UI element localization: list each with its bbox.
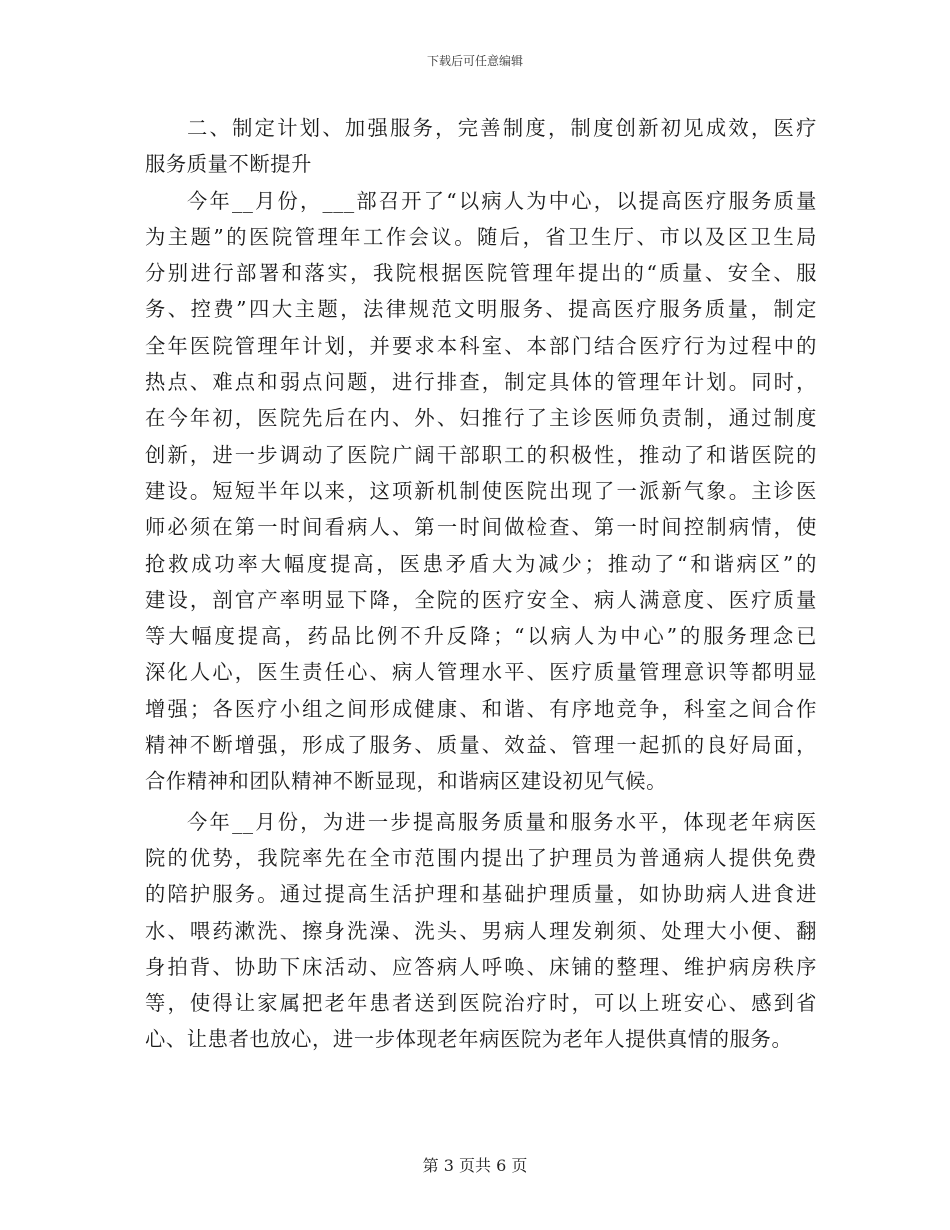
section-heading bbox=[145, 110, 817, 183]
paragraph-line: 分别进行部署和落实，我院根据医院管理年提出的“质量、安全、服 bbox=[145, 261, 817, 286]
paragraph-2 bbox=[145, 804, 817, 1058]
paragraph-line: 等大幅度提高，药品比例不升反降；“以病人为中心”的服务理念已 bbox=[145, 624, 817, 649]
document-body bbox=[145, 110, 817, 1058]
page-number: 第 3 页共 6 页 bbox=[422, 1156, 528, 1175]
paragraph-line: 深化人心，医生责任心、病人管理水平、医疗质量管理意识等都明显 bbox=[145, 660, 817, 685]
heading-line: 服务质量不断提升 bbox=[145, 152, 313, 177]
paragraph-line: 在今年初，医院先后在内、外、妇推行了主诊医师负责制，通过制度 bbox=[145, 406, 817, 431]
paragraph-line: 抢救成功率大幅度提高，医患矛盾大为减少；推动了“和谐病区”的 bbox=[145, 551, 817, 576]
paragraph-line: 水、喂药漱洗、擦身洗澡、洗头、男病人理发剃须、处理大小便、翻 bbox=[145, 918, 817, 943]
paragraph-line: 身拍背、协助下床活动、应答病人呼唤、床铺的整理、维护病房秩序 bbox=[145, 954, 817, 979]
heading-line: 二、制定计划、加强服务，完善制度，制度创新初见成效，医疗 bbox=[187, 116, 817, 140]
paragraph-line: 建设。短短半年以来，这项新机制使医院出现了一派新气象。主诊医 bbox=[145, 478, 817, 503]
paragraph-line: 合作精神和团队精神不断显现，和谐病区建设初见气候。 bbox=[145, 769, 668, 794]
paragraph-line: 全年医院管理年计划，并要求本科室、本部门结合医疗行为过程中的 bbox=[145, 333, 817, 358]
paragraph-line: 师必须在第一时间看病人、第一时间做检查、第一时间控制病情，使 bbox=[145, 515, 817, 540]
paragraph-line: 今年__月份，___部召开了“以病人为中心，以提高医疗服务质量 bbox=[187, 188, 817, 213]
paragraph-1 bbox=[145, 183, 817, 800]
paragraph-line: 心、让患者也放心，进一步体现老年病医院为老年人提供真情的服务。 bbox=[145, 1027, 793, 1052]
paragraph-line: 建设，剖官产率明显下降，全院的医疗安全、病人满意度、医疗质量 bbox=[145, 587, 817, 612]
paragraph-line: 等，使得让家属把老年患者送到医院治疗时，可以上班安心、感到省 bbox=[145, 991, 817, 1016]
paragraph-line: 务、控费”四大主题，法律规范文明服务、提高医疗服务质量，制定 bbox=[145, 297, 817, 322]
paragraph-line: 今年__月份，为进一步提高服务质量和服务水平，体现老年病医 bbox=[187, 809, 817, 834]
paragraph-line: 热点、难点和弱点问题，进行排查，制定具体的管理年计划。同时， bbox=[145, 370, 817, 395]
paragraph-line: 为主题”的医院管理年工作会议。随后，省卫生厅、市以及区卫生局 bbox=[145, 224, 817, 249]
paragraph-line: 精神不断增强，形成了服务、质量、效益、管理一起抓的良好局面， bbox=[145, 733, 817, 758]
paragraph-line: 创新，进一步调动了医院广阔干部职工的积极性，推动了和谐医院的 bbox=[145, 442, 817, 467]
page-header-note: 下载后可任意编辑 bbox=[426, 54, 523, 68]
paragraph-line: 院的优势，我院率先在全市范围内提出了护理员为普通病人提供免费 bbox=[145, 845, 817, 870]
paragraph-line: 的陪护服务。通过提高生活护理和基础护理质量，如协助病人进食进 bbox=[145, 882, 817, 907]
paragraph-line: 增强；各医疗小组之间形成健康、和谐、有序地竞争，科室之间合作 bbox=[145, 696, 817, 721]
